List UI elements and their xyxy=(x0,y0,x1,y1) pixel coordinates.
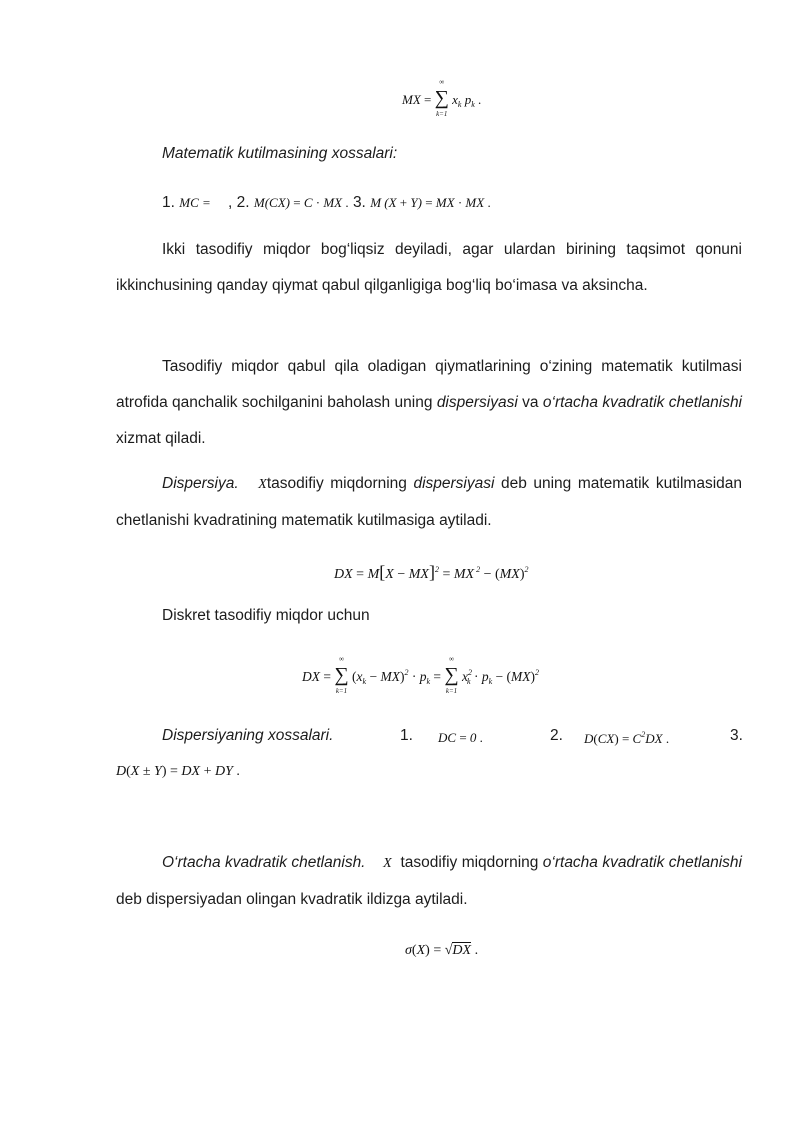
formula-dx-discrete: DX = ∞ ∑ k=1 $(x_k - MX)^2 \cdot p_k$ = ∞ ∑ k=1 $x^2_k \cdot p_k - (MX)^2$ xyxy=(302,655,540,695)
formula-mx: MX = ∞ ∑ k=1 $x_k$ $p_k$ . xyxy=(402,78,482,118)
discrete-line: Diskret tasodifiy miqdor uchun xyxy=(162,607,370,624)
paragraph-scatter: Tasodifiy miqdor qabul qila oladigan qiymatlarining o‘zining matematik kutilmasi atrofida qanchalik sochilganini baholash uning dispersiyasi va o‘rtacha kvadratik chetlanishi xizmat qiladi. xyxy=(116,358,743,447)
paragraph-independence: Ikki tasodifiy miqdor bog‘liqsiz deyiladi, agar ulardan birining taqsimot qonuni ikkinchusining qanday qiymat qabul qilganligiga bog‘liq bo‘imasa va aksincha. xyxy=(116,241,742,294)
paragraph-dispersion-def: Dispersiya. Xtasodifiy miqdorning dispersiyasi deb uning matematik kutilmasidan chetlanishi kvadratining matematik kutilmasiga aytiladi. xyxy=(116,475,742,529)
paragraph-std-deviation: O‘rtacha kvadratik chetlanish. X tasodifiy miqdorning o‘rtacha kvadratik chetlanishi deb dispersiyadan olingan kvadratik ildizga aytiladi. xyxy=(116,854,742,908)
formula-mcx: M(CX) = C · MX . xyxy=(253,195,349,210)
formula-mxy: M (X + Y) = MX · MX . xyxy=(370,195,491,210)
properties-line: 1. MC = , 2. M(CX) = C · MX . 3. M (X + Y) = MX · MX . xyxy=(162,194,491,211)
heading-properties: Matematik kutilmasining xossalari: xyxy=(162,145,398,162)
formula-dcx: $D(CX) = C^2DX$ . xyxy=(584,730,670,746)
formula-sigma: σ(X) = √DX . xyxy=(405,943,479,958)
dispersion-properties-line1: Dispersiyaning xossalari. 1. DC = 0 . 2. $D(CX) = C^2DX$ . 3. xyxy=(162,727,743,746)
formula-dc: DC = 0 . xyxy=(438,730,483,745)
formula-dxy: D(X ± Y) = DX + DY . xyxy=(116,764,240,779)
formula-mc: MC = xyxy=(179,195,211,210)
formula-dx: DX = M[X − MX]$^2$ = MX $^2$ − (MX)$^2$ xyxy=(334,562,529,582)
